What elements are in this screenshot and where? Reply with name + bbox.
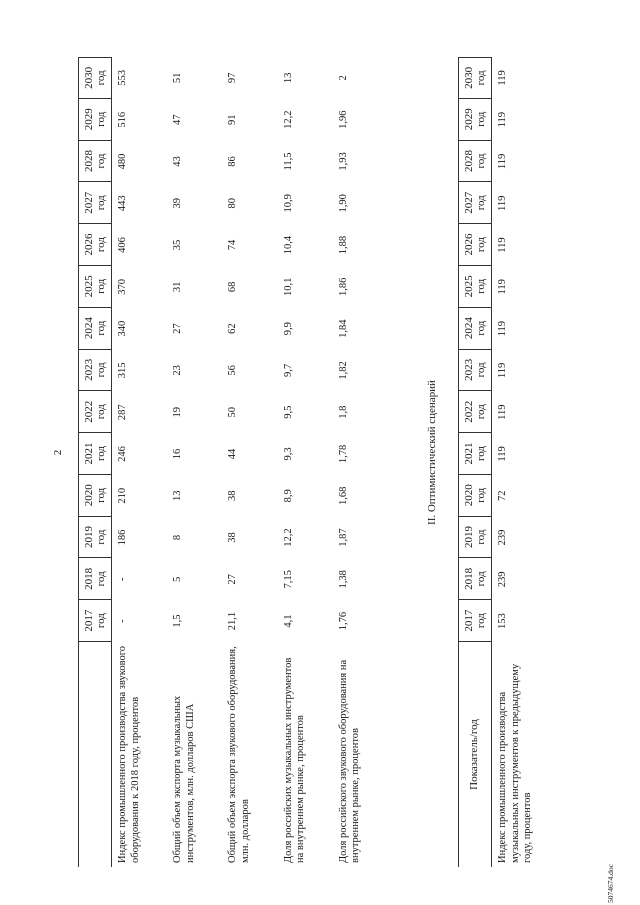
table-cell: 287 xyxy=(117,404,128,421)
table-cell: 62 xyxy=(227,323,239,334)
table-cell: 1,96 xyxy=(337,110,349,129)
year-unit: год xyxy=(475,237,487,253)
table-cell: 119 xyxy=(497,320,508,337)
table-cell: 210 xyxy=(117,487,128,504)
year-header xyxy=(78,99,112,141)
row-label: Доля российских музыкальных инструментов на внутреннем рынке, процентов xyxy=(282,657,307,863)
table-cell: 51 xyxy=(172,72,184,84)
year-number: 2030 xyxy=(82,66,95,89)
year-number: 2021 xyxy=(462,442,475,465)
table-cell: 47 xyxy=(172,114,184,125)
table-cell: 68 xyxy=(227,281,239,293)
year-unit: год xyxy=(95,487,107,503)
year-unit: год xyxy=(475,445,487,461)
table-cell: 91 xyxy=(227,114,239,125)
table-optimistic xyxy=(458,57,588,867)
table-cell: 10,9 xyxy=(282,194,294,213)
table-cell: 9,3 xyxy=(282,447,294,461)
table-cell: 119 xyxy=(497,404,508,420)
year-number: 2017 xyxy=(462,609,475,632)
table-cell: 10,1 xyxy=(282,277,294,297)
year-unit: год xyxy=(475,111,487,127)
year-number: 2019 xyxy=(82,526,95,549)
year-unit: год xyxy=(95,445,107,461)
table-cell: 153 xyxy=(497,613,508,629)
year-unit: год xyxy=(475,320,487,336)
table-cell: 516 xyxy=(117,111,128,128)
year-header xyxy=(458,266,492,308)
year-header xyxy=(458,99,492,141)
table-cell: 1,82 xyxy=(337,361,349,380)
year-unit: год xyxy=(95,320,107,336)
table-cell: 246 xyxy=(117,446,128,462)
year-header xyxy=(458,57,492,99)
year-header xyxy=(78,57,112,99)
table-cell: 7,15 xyxy=(282,570,294,589)
year-header xyxy=(458,475,492,517)
table-cell: 119 xyxy=(497,153,508,170)
year-header xyxy=(78,266,112,308)
year-header xyxy=(458,141,492,183)
year-unit: год xyxy=(95,278,107,294)
year-number: 2022 xyxy=(82,400,95,423)
year-number: 2028 xyxy=(82,149,95,172)
table-cell: 31 xyxy=(172,281,184,293)
year-header xyxy=(78,141,112,183)
year-number: 2027 xyxy=(462,191,475,214)
table-cell: - xyxy=(117,577,128,582)
year-number: 2028 xyxy=(462,149,475,172)
table-cell: 1,8 xyxy=(337,405,349,419)
year-number: 2027 xyxy=(82,191,95,214)
row-label: Доля российского звукового оборудования на внутреннем рынке, процентов xyxy=(337,659,362,863)
year-number: 2018 xyxy=(462,567,475,590)
table-cell: 4,1 xyxy=(282,614,294,628)
row-label: Индекс промышленного производства музыкальных инструментов к предыдущему году, процентов xyxy=(497,663,534,863)
year-header xyxy=(78,475,112,517)
year-unit: год xyxy=(475,278,487,294)
table-cell: 38 xyxy=(227,532,239,543)
year-header xyxy=(458,600,492,642)
year-number: 2022 xyxy=(462,400,475,423)
row-label: Общий объем экспорта музыкальных инструментов, млн. долларов США xyxy=(172,695,196,863)
table-cell: 186 xyxy=(117,529,128,546)
year-header xyxy=(458,224,492,266)
table-cell: 19 xyxy=(172,406,184,418)
year-unit: год xyxy=(95,362,107,378)
header-label-cell: Показатель/год xyxy=(458,642,492,867)
year-unit: год xyxy=(95,237,107,253)
year-number: 2020 xyxy=(82,484,95,507)
year-header xyxy=(458,350,492,392)
section-heading: II. Оптимистический сценарий xyxy=(426,380,438,525)
table-cell: 1,88 xyxy=(337,235,349,255)
table-cell: 119 xyxy=(497,70,508,86)
year-number: 2029 xyxy=(462,108,475,131)
year-header xyxy=(78,391,112,433)
table1-grid xyxy=(78,57,388,867)
year-header xyxy=(458,308,492,350)
table-cell: 9,9 xyxy=(282,322,294,336)
year-unit: год xyxy=(95,404,107,420)
year-header xyxy=(458,433,492,475)
table-cell: 315 xyxy=(117,362,128,379)
table-cell: 119 xyxy=(497,112,508,128)
table-cell: 5 xyxy=(172,576,184,582)
table-cell: 35 xyxy=(172,239,184,251)
year-header xyxy=(78,517,112,559)
year-header xyxy=(458,517,492,559)
year-unit: год xyxy=(475,195,487,211)
table-pessimistic xyxy=(78,57,388,867)
table-cell: 8,9 xyxy=(282,489,294,503)
table-cell: 80 xyxy=(227,198,239,209)
table-cell: 119 xyxy=(497,195,508,211)
table-cell: 1,93 xyxy=(337,152,349,171)
year-number: 2024 xyxy=(82,317,95,340)
year-unit: год xyxy=(95,70,107,86)
year-number: 2018 xyxy=(82,567,95,590)
year-number: 2029 xyxy=(82,108,95,131)
document-id: 5074674.doc xyxy=(606,864,615,903)
table-cell: 10,4 xyxy=(282,235,294,255)
year-unit: год xyxy=(95,529,107,545)
year-number: 2021 xyxy=(82,442,95,465)
year-number: 2023 xyxy=(82,358,95,381)
table-cell: 1,90 xyxy=(337,194,349,213)
year-number: 2023 xyxy=(462,358,475,381)
table-cell: 21,1 xyxy=(227,611,239,631)
table-cell: 239 xyxy=(497,571,508,588)
table-cell: 370 xyxy=(117,278,128,295)
table-cell: 239 xyxy=(497,529,508,546)
table-cell: 119 xyxy=(497,279,508,295)
table-cell: 56 xyxy=(227,365,239,376)
table-cell: 1,86 xyxy=(337,277,349,297)
table-cell: 1,68 xyxy=(337,486,349,505)
year-unit: год xyxy=(95,195,107,211)
table-cell: 1,38 xyxy=(337,570,349,589)
table-cell: 480 xyxy=(117,153,128,170)
year-unit: год xyxy=(95,571,107,587)
table-cell: 27 xyxy=(227,574,239,585)
table-cell: 39 xyxy=(172,198,184,209)
year-number: 2025 xyxy=(462,275,475,298)
table-cell: 340 xyxy=(117,320,128,337)
table-cell: 1,5 xyxy=(172,614,184,628)
year-header xyxy=(78,433,112,475)
year-number: 2020 xyxy=(462,484,475,507)
year-header xyxy=(458,391,492,433)
table-cell: 27 xyxy=(172,323,184,334)
table-cell: 9,5 xyxy=(282,405,294,419)
year-unit: год xyxy=(475,153,487,169)
row-label: Индекс промышленного производства звукового оборудования к 2018 году, процентов xyxy=(117,645,141,863)
table-cell: 16 xyxy=(172,448,184,460)
table-cell: 50 xyxy=(227,406,239,418)
year-header xyxy=(78,600,112,642)
table-cell: 97 xyxy=(227,72,239,84)
year-header xyxy=(78,182,112,224)
table-cell: 119 xyxy=(497,237,508,253)
year-unit: год xyxy=(475,571,487,587)
year-number: 2025 xyxy=(82,275,95,298)
year-unit: год xyxy=(95,613,107,629)
table-cell: 1,76 xyxy=(337,611,349,631)
year-unit: год xyxy=(475,70,487,86)
year-header xyxy=(78,350,112,392)
year-header xyxy=(78,558,112,600)
table-cell: 443 xyxy=(117,195,128,212)
table-cell: 2 xyxy=(337,75,349,81)
year-header xyxy=(458,182,492,224)
year-unit: год xyxy=(95,153,107,169)
table-cell: 12,2 xyxy=(282,110,294,129)
year-unit: год xyxy=(475,487,487,503)
table-cell: 1,78 xyxy=(337,444,349,464)
year-unit: год xyxy=(475,404,487,420)
table-cell: 13 xyxy=(282,72,294,84)
table-cell: 11,5 xyxy=(282,152,294,171)
year-number: 2017 xyxy=(82,609,95,632)
table-cell: 23 xyxy=(172,365,184,376)
year-number: 2019 xyxy=(462,526,475,549)
table-cell: - xyxy=(117,619,128,623)
table-cell: 13 xyxy=(172,490,184,502)
year-header xyxy=(78,224,112,266)
year-unit: год xyxy=(95,111,107,127)
year-number: 2026 xyxy=(462,233,475,256)
table-cell: 1,84 xyxy=(337,319,349,338)
row-label: Общий объем экспорта звукового оборудования, млн. долларов xyxy=(227,646,251,863)
year-number: 2030 xyxy=(462,66,475,89)
year-unit: год xyxy=(475,529,487,545)
table-cell: 12,2 xyxy=(282,528,294,547)
table-cell: 9,7 xyxy=(282,363,294,377)
table-cell: 86 xyxy=(227,156,239,167)
table-cell: 72 xyxy=(497,490,508,502)
table-cell: 553 xyxy=(117,70,128,86)
year-number: 2026 xyxy=(82,233,95,256)
table2-grid xyxy=(458,57,588,867)
year-unit: год xyxy=(475,613,487,629)
table-cell: 38 xyxy=(227,490,239,502)
page-number: 2 xyxy=(52,449,64,456)
table-cell: 119 xyxy=(497,362,508,379)
table-cell: 119 xyxy=(497,446,508,462)
table-cell: 8 xyxy=(172,534,184,541)
table-cell: 406 xyxy=(117,237,128,253)
table-cell: 43 xyxy=(172,156,184,167)
header-label-cell xyxy=(78,642,112,867)
year-header xyxy=(458,558,492,600)
year-number: 2024 xyxy=(462,317,475,340)
table-cell: 44 xyxy=(227,448,239,460)
year-header xyxy=(78,308,112,350)
table-cell: 1,87 xyxy=(337,528,349,547)
year-unit: год xyxy=(475,362,487,378)
table-cell: 74 xyxy=(227,239,239,251)
